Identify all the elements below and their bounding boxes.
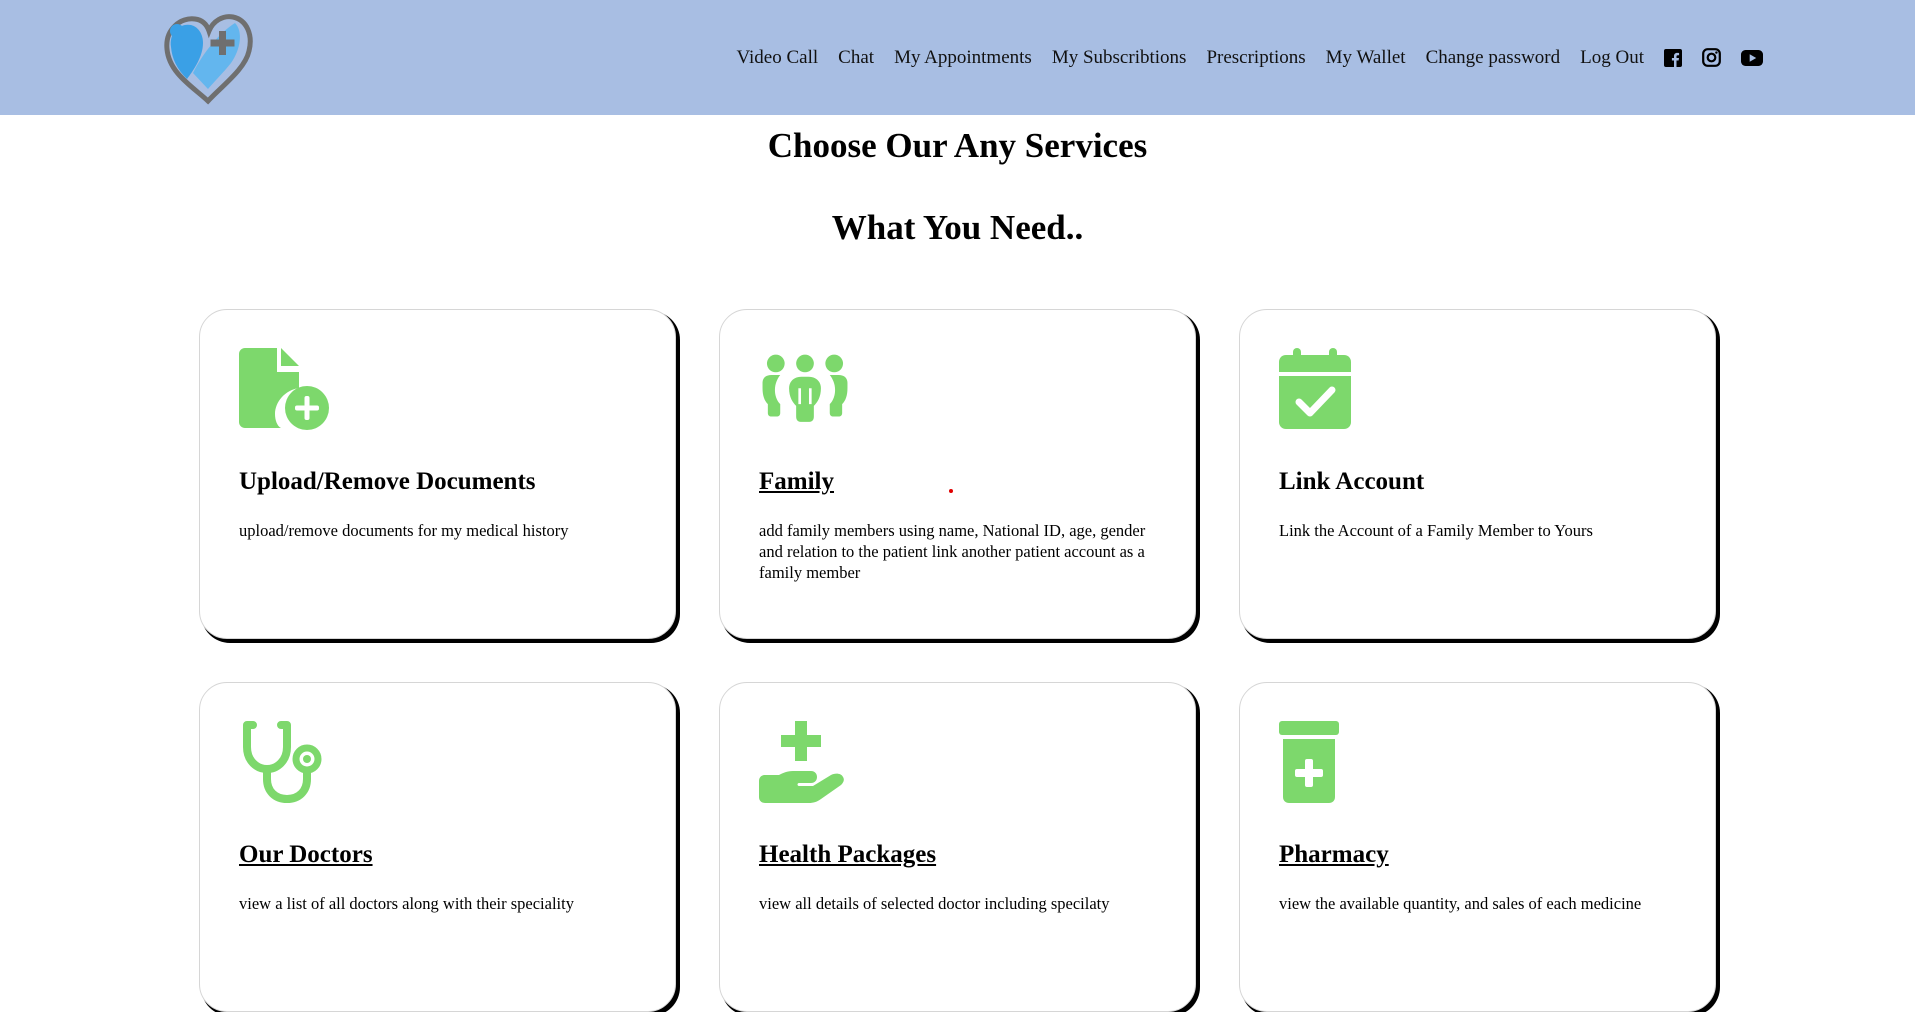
family-icon — [759, 348, 851, 432]
youtube-icon[interactable] — [1741, 50, 1763, 66]
page-subheading: What You Need.. — [831, 208, 1084, 247]
file-add-icon — [239, 348, 331, 432]
card-link-account[interactable] — [1239, 309, 1716, 639]
card-title: Upload/Remove Documents — [239, 468, 536, 495]
card-title-link[interactable]: Pharmacy — [1279, 841, 1389, 868]
card-title-link[interactable]: Health Packages — [759, 841, 937, 868]
card-title-link[interactable]: Our Doctors — [239, 841, 373, 868]
navbar — [0, 0, 1915, 115]
card-description: add family members using name, National ID, age, gender and relation to the patient link another patient account as a family member — [759, 521, 1146, 582]
prescription-bottle-icon — [1279, 721, 1371, 805]
card-description: view the available quantity, and sales of each medicine — [1279, 894, 1642, 913]
nav-chat[interactable]: Chat — [838, 46, 875, 68]
nav-my-wallet[interactable]: My Wallet — [1325, 46, 1406, 68]
card-upload-documents[interactable] — [199, 309, 676, 639]
nav-links — [736, 0, 1763, 115]
nav-video-call[interactable]: Video Call — [736, 46, 819, 68]
nav-log-out[interactable]: Log Out — [1580, 46, 1644, 68]
stethoscope-icon — [239, 721, 331, 805]
card-title-link[interactable]: Family — [759, 468, 834, 495]
facebook-icon[interactable] — [1664, 49, 1682, 67]
nav-my-appointments[interactable]: My Appointments — [894, 46, 1032, 68]
hand-medical-icon — [759, 721, 851, 805]
nav-my-subscriptions[interactable]: My Subscribtions — [1051, 46, 1187, 68]
nav-change-password[interactable]: Change password — [1425, 46, 1561, 68]
card-description: view all details of selected doctor including specilaty — [759, 894, 1110, 913]
instagram-icon[interactable] — [1702, 48, 1721, 67]
calendar-check-icon — [1279, 348, 1371, 432]
card-our-doctors[interactable] — [199, 682, 676, 1012]
card-description: upload/remove documents for my medical history — [239, 521, 569, 540]
page-heading: Choose Our Any Services — [767, 126, 1148, 165]
card-description: view a list of all doctors along with their speciality — [239, 894, 574, 913]
card-pharmacy[interactable] — [1239, 682, 1716, 1012]
card-title: Link Account — [1279, 468, 1425, 495]
card-family[interactable] — [719, 309, 1196, 639]
card-health-packages[interactable] — [719, 682, 1196, 1012]
nav-prescriptions[interactable]: Prescriptions — [1206, 46, 1306, 68]
cursor-dot — [949, 489, 953, 493]
card-description: Link the Account of a Family Member to Yours — [1279, 521, 1593, 540]
logo-heart-icon[interactable] — [163, 13, 253, 105]
